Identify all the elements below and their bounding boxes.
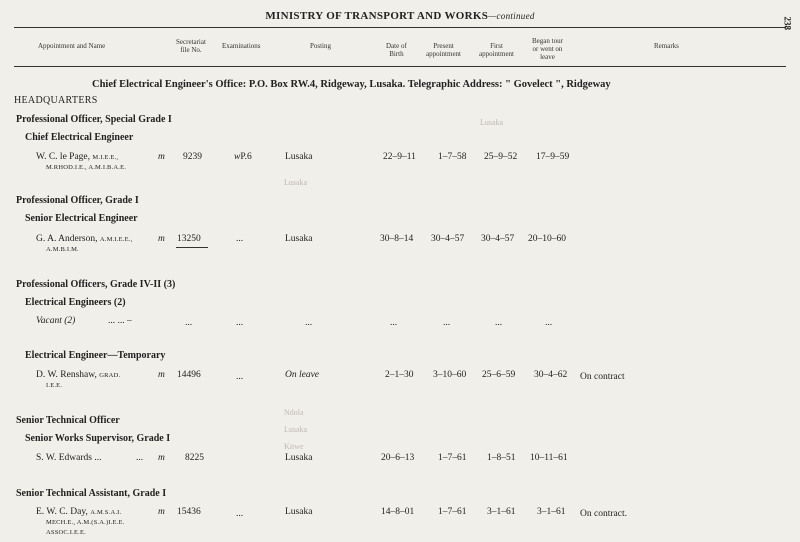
first-appointment: 25–6–59 bbox=[482, 370, 516, 380]
posting: Lusaka bbox=[285, 507, 313, 517]
first-appointment: 30–4–57 bbox=[481, 234, 515, 244]
remarks: On contract. bbox=[580, 509, 627, 519]
examinations: ... bbox=[236, 509, 244, 519]
posting: On leave bbox=[285, 370, 320, 380]
grade-heading: Professional Officers, Grade IV-II (3) bbox=[16, 279, 176, 290]
sex: m bbox=[158, 234, 165, 244]
ghost-text: Lusaka bbox=[284, 425, 308, 434]
examinations: wP.6 bbox=[234, 152, 252, 162]
posting: Lusaka bbox=[285, 453, 313, 463]
examinations: ... bbox=[236, 234, 244, 244]
first-appointment: 3–1–61 bbox=[487, 507, 516, 517]
col-posting: Posting bbox=[310, 42, 332, 50]
section-heading: HEADQUARTERS bbox=[14, 95, 98, 106]
col-examinations: Examinations bbox=[222, 42, 261, 50]
present-appointment: 1–7–61 bbox=[438, 507, 467, 517]
posting: ... bbox=[305, 318, 313, 328]
post-heading: Senior Electrical Engineer bbox=[25, 213, 138, 224]
ghost-text: Lusaka bbox=[480, 118, 504, 127]
date-of-birth: ... bbox=[390, 318, 398, 328]
post-heading: Chief Electrical Engineer bbox=[25, 132, 134, 143]
leader-dots: ... ... – bbox=[108, 316, 132, 326]
page-title: MINISTRY OF TRANSPORT AND WORKS—continued bbox=[265, 10, 535, 22]
officer-qualifications: A.M.B.I.M. bbox=[46, 246, 79, 253]
file-number: 14496 bbox=[177, 370, 201, 380]
posting: Lusaka bbox=[285, 152, 313, 162]
grade-heading: Professional Officer, Grade I bbox=[16, 195, 139, 206]
sex: m bbox=[158, 453, 165, 463]
examinations: ... bbox=[236, 372, 244, 382]
file-number: 15436 bbox=[177, 507, 201, 517]
date-of-birth: 22–9–11 bbox=[383, 152, 416, 162]
officer-qualifications: I.E.E. bbox=[46, 382, 63, 389]
officer-name: S. W. Edwards ... bbox=[36, 453, 102, 463]
col-first: First appointment bbox=[479, 42, 514, 58]
officer-name: E. W. C. Day, A.M.S.A.I. bbox=[36, 507, 122, 517]
page-number: 238 bbox=[782, 16, 792, 30]
officer-qualifications: ASSOC.I.E.E. bbox=[46, 529, 86, 536]
col-tour: Began tour or went on leave bbox=[532, 37, 563, 61]
sex: m bbox=[158, 507, 165, 517]
file-number: 13250 bbox=[177, 234, 201, 244]
tour-date: 20–10–60 bbox=[528, 234, 566, 244]
ghost-text: Kitwe bbox=[284, 442, 304, 451]
date-of-birth: 14–8–01 bbox=[381, 507, 415, 517]
officer-name: W. C. le Page, M.I.E.E., bbox=[36, 152, 119, 162]
ghost-text: Lusaka bbox=[284, 178, 308, 187]
present-appointment: 1–7–58 bbox=[438, 152, 467, 162]
post-heading: Senior Works Supervisor, Grade I bbox=[25, 433, 171, 444]
col-secretariat: Secretariat file No. bbox=[176, 38, 206, 54]
col-dob: Date of Birth bbox=[386, 42, 407, 58]
tour-date: ... bbox=[545, 318, 553, 328]
officer-name: Vacant (2) bbox=[36, 316, 76, 326]
first-appointment: 25–9–52 bbox=[484, 152, 518, 162]
first-appointment: ... bbox=[495, 318, 503, 328]
present-appointment: 1–7–61 bbox=[438, 453, 467, 463]
file-number: 8225 bbox=[185, 453, 204, 463]
tour-date: 3–1–61 bbox=[537, 507, 566, 517]
file-number: ... bbox=[185, 318, 193, 328]
officer-qualifications: M.RHOD.I.E., A.M.I.B.A.E. bbox=[46, 164, 127, 171]
tour-date: 30–4–62 bbox=[534, 370, 568, 380]
top-rule bbox=[14, 27, 786, 28]
first-appointment: 1–8–51 bbox=[487, 453, 516, 463]
date-of-birth: 30–8–14 bbox=[380, 234, 414, 244]
date-of-birth: 20–6–13 bbox=[381, 453, 415, 463]
tour-date: 10–11–61 bbox=[530, 453, 568, 463]
officer-name: G. A. Anderson, A.M.I.E.E., bbox=[36, 234, 133, 244]
header-rule bbox=[14, 66, 786, 67]
grade-heading: Senior Technical Officer bbox=[16, 415, 120, 426]
sex: m bbox=[158, 152, 165, 162]
date-of-birth: 2–1–30 bbox=[385, 370, 414, 380]
officer-name: D. W. Renshaw, GRAD. bbox=[36, 370, 121, 380]
underline-mark bbox=[176, 247, 208, 248]
col-present: Present appointment bbox=[426, 42, 461, 58]
posting: Lusaka bbox=[285, 234, 313, 244]
col-appointment: Appointment and Name bbox=[38, 42, 106, 50]
present-appointment: 30–4–57 bbox=[431, 234, 465, 244]
sex: m bbox=[158, 370, 165, 380]
tour-date: 17–9–59 bbox=[536, 152, 570, 162]
file-number: 9239 bbox=[183, 152, 202, 162]
officer-qualifications: MECH.E., A.M.(S.A.)I.E.E. bbox=[46, 519, 125, 526]
present-appointment: 3–10–60 bbox=[433, 370, 467, 380]
post-heading: Electrical Engineers (2) bbox=[25, 297, 126, 308]
leader-dots: ... bbox=[136, 453, 144, 463]
ghost-text: Ndola bbox=[284, 408, 304, 417]
present-appointment: ... bbox=[443, 318, 451, 328]
grade-heading: Senior Technical Assistant, Grade I bbox=[16, 488, 167, 499]
col-remarks: Remarks bbox=[654, 42, 679, 50]
remarks: On contract bbox=[580, 372, 625, 382]
office-line: Chief Electrical Engineer's Office: P.O. Box RW.4, Ridgeway, Lusaka. Telegraphic Address: " Govelect ", Ridgeway bbox=[92, 79, 611, 90]
examinations: ... bbox=[236, 318, 244, 328]
post-heading: Electrical Engineer—Temporary bbox=[25, 350, 166, 361]
grade-heading: Professional Officer, Special Grade I bbox=[16, 114, 172, 125]
